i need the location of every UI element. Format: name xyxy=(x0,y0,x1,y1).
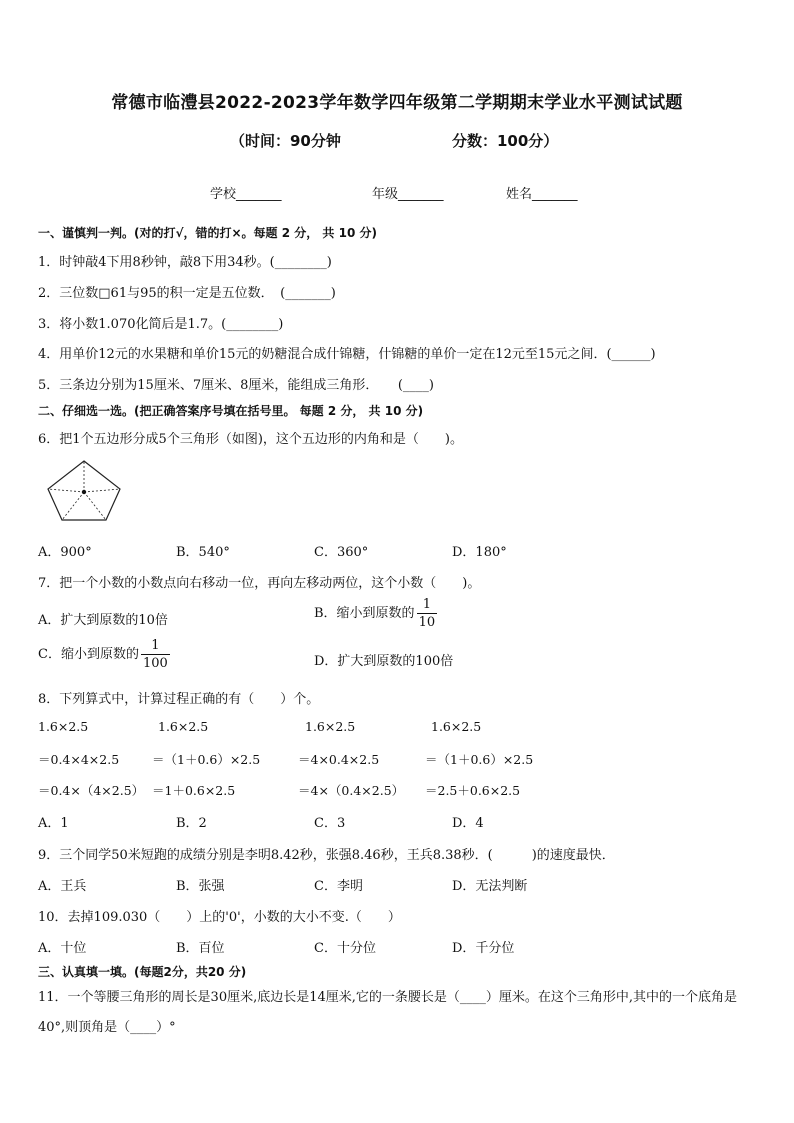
q7-option-b-fraction xyxy=(417,598,438,629)
question-6: 6．把1个五边形分成5个三角形（如图)，这个五边形的内角和是（ )。 xyxy=(38,432,463,447)
question-11: 11．一个等腰三角形的周长是30厘米,底边长是14厘米,它的一条腰长是（____）厘米。在这个三角形中,其中的一个底角是40°,则顶角是（____）° xyxy=(38,990,738,1035)
q8-option-a: A．1 xyxy=(38,816,69,831)
q6-option-d: D．180° xyxy=(452,545,507,560)
q8-option-d: D．4 xyxy=(452,816,484,831)
q8-option-b: B．2 xyxy=(176,816,207,831)
q8-calc-4-line-1: 1.6×2.5 xyxy=(431,719,482,734)
q9-option-d: D．无法判断 xyxy=(452,879,528,894)
q7-option-c xyxy=(38,639,170,670)
q8-calc-2-line-1: 1.6×2.5 xyxy=(158,719,209,734)
q8-calc-4-line-2: ＝（1＋0.6）×2.5 xyxy=(425,752,534,767)
question-2: 2．三位数□61与95的积一定是五位数． (_______) xyxy=(38,286,336,301)
q7-option-b xyxy=(314,598,437,629)
question-7: 7．把一个小数的小数点向右移动一位，再向左移动两位，这个小数（ )。 xyxy=(38,576,481,591)
q8-calc-3-line-3: ＝4×（0.4×2.5） xyxy=(298,783,405,798)
q8-calc-4-line-3: ＝2.5＋0.6×2.5 xyxy=(425,783,521,798)
question-5: 5．三条边分别为15厘米、7厘米、8厘米，能组成三角形． (____) xyxy=(38,378,434,393)
q7-option-d: D．扩大到原数的100倍 xyxy=(314,654,454,669)
fraction-denominator: 10 xyxy=(418,615,436,630)
question-9: 9．三个同学50米短跑的成绩分别是李明8.42秒，张强8.46秒，王兵8.38秒．( )的速度最快． xyxy=(38,848,615,863)
exam-score: 分数：100分） xyxy=(452,132,559,150)
pentagon-center-point xyxy=(82,490,86,494)
q7-option-c-fraction xyxy=(141,639,170,670)
question-8: 8．下列算式中，计算过程正确的有（ ）个。 xyxy=(38,692,320,707)
q7-option-b-text: B．缩小到原数的 xyxy=(314,606,415,621)
q10-option-a: A．十位 xyxy=(38,941,87,956)
q8-calc-1-line-1: 1.6×2.5 xyxy=(38,719,89,734)
q8-calc-2-line-3: ＝1＋0.6×2.5 xyxy=(152,783,236,798)
q9-option-b: B．张强 xyxy=(176,879,225,894)
q8-calc-1-line-2: ＝0.4×4×2.5 xyxy=(38,752,120,767)
question-1: 1．时钟敲4下用8秒钟，敲8下用34秒。(________) xyxy=(38,255,332,270)
section-2-heading: 二、仔细选一选。(把正确答案序号填在括号里。 每题 2 分， 共 10 分) xyxy=(38,404,424,418)
q8-calc-3-line-2: ＝4×0.4×2.5 xyxy=(298,752,380,767)
q6-option-c: C．360° xyxy=(314,545,369,560)
section-1-heading: 一、谨慎判一判。(对的打√，错的打×。每题 2 分， 共 10 分) xyxy=(38,226,377,240)
q9-option-c: C．李明 xyxy=(314,879,363,894)
q8-calc-2-line-2: ＝（1＋0.6）×2.5 xyxy=(152,752,261,767)
q10-option-c: C．十分位 xyxy=(314,941,376,956)
section-3-heading: 三、认真填一填。(每题2分，共20 分) xyxy=(38,965,247,979)
pentagon-figure xyxy=(44,458,124,524)
page-title: 常德市临澧县2022-2023学年数学四年级第二学期期末学业水平测试试题 xyxy=(111,93,683,113)
fraction-numerator: 1 xyxy=(417,598,438,614)
fraction-numerator: 1 xyxy=(141,639,170,655)
q6-option-a: A．900° xyxy=(38,545,92,560)
q8-calc-3-line-1: 1.6×2.5 xyxy=(305,719,356,734)
q8-calc-1-line-3: ＝0.4×（4×2.5） xyxy=(38,783,145,798)
q9-option-a: A．王兵 xyxy=(38,879,87,894)
q10-option-b: B．百位 xyxy=(176,941,225,956)
question-10: 10．去掉109.030（ ）上的'0'，小数的大小不变.（ ） xyxy=(38,910,401,925)
name-field: 姓名_______ xyxy=(506,187,578,202)
q8-option-c: C．3 xyxy=(314,816,346,831)
q7-option-a: A．扩大到原数的10倍 xyxy=(38,613,168,628)
question-4: 4．用单价12元的水果糖和单价15元的奶糖混合成什锦糖，什锦糖的单价一定在12元至15元之间．(______) xyxy=(38,347,656,362)
exam-time: （时间：90分钟 xyxy=(230,132,341,150)
fraction-denominator: 100 xyxy=(142,656,168,671)
school-field: 学校_______ xyxy=(210,187,282,202)
grade-field: 年级_______ xyxy=(372,187,444,202)
q7-option-c-text: C．缩小到原数的 xyxy=(38,647,139,662)
q6-option-b: B．540° xyxy=(176,545,230,560)
question-3: 3．将小数1.070化简后是1.7。(________) xyxy=(38,317,284,332)
q10-option-d: D．千分位 xyxy=(452,941,515,956)
